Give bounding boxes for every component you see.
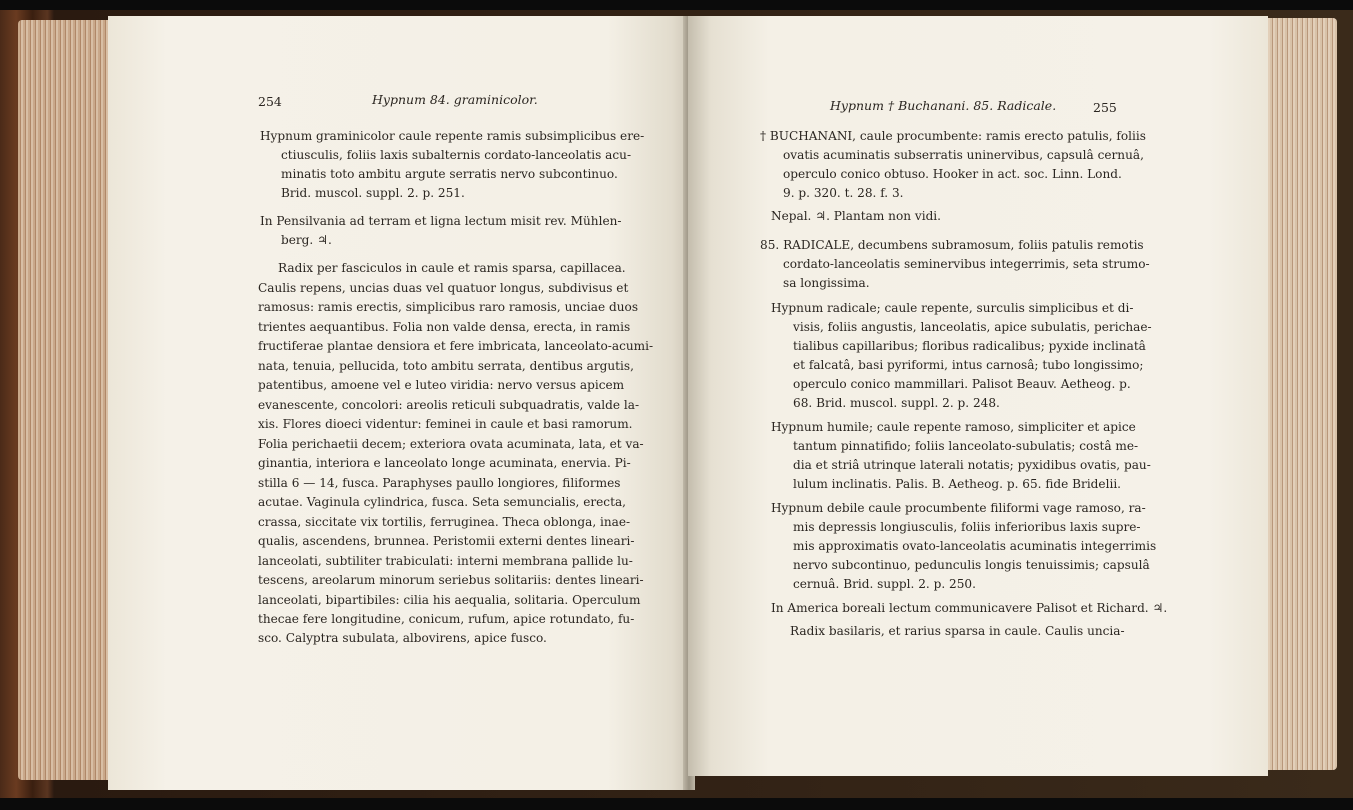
left-text-line: trientes aequantibus. Folia non valde densa, erecta, in ramis — [258, 320, 631, 334]
right-text-line: Radix basilaris, et rarius sparsa in caule. Caulis uncia- — [790, 624, 1125, 638]
right-text-line: 85. RADICALE, decumbens subramosum, foliis patulis remotis — [760, 238, 1144, 252]
left-page-edges — [18, 20, 118, 780]
left-text-line: ramosus: ramis erectis, simplicibus raro ramosis, unciae duos — [258, 300, 639, 314]
right-text-line: et falcatâ, basi pyriformi, intus carnosâ; tubo longissimo; — [793, 358, 1144, 372]
left-text-line: minatis toto ambitu argute serratis nervo subcontinuo. — [281, 167, 618, 181]
left-text-line: acutae. Vaginula cylindrica, fusca. Seta semuncialis, erecta, — [258, 495, 626, 509]
left-page-number: 254 — [258, 94, 282, 109]
left-text-line: nata, tenuia, pellucida, toto ambitu serrata, dentibus argutis, — [258, 359, 634, 373]
right-text-line: 9. p. 320. t. 28. f. 3. — [783, 186, 904, 200]
left-text-line: ginantia, interiora e lanceolato longe acuminata, enervia. Pi- — [258, 456, 631, 470]
left-running-head: Hypnum 84. graminicolor. — [372, 92, 538, 107]
right-running-head: Hypnum † Buchanani. 85. Radicale. — [830, 98, 1057, 113]
right-text-line: In America boreali lectum communicavere Palisot et Richard. ♃. — [771, 601, 1168, 615]
right-text-line: operculo conico obtuso. Hooker in act. soc. Linn. Lond. — [783, 167, 1122, 181]
left-text-line: thecae fere longitudine, conicum, rufum, apice rotundato, fu- — [258, 612, 635, 626]
right-text-line: Hypnum debile caule procumbente filiformi vage ramoso, ra- — [771, 501, 1146, 515]
left-text-line: Brid. muscol. suppl. 2. p. 251. — [281, 186, 465, 200]
right-page-number: 255 — [1093, 100, 1117, 115]
left-text-line: Folia perichaetii decem; exteriora ovata acuminata, lata, et va- — [258, 437, 644, 451]
right-text-line: dia et striâ utrinque laterali notatis; pyxidibus ovatis, pau- — [793, 458, 1151, 472]
right-text-line: nervo subcontinuo, pedunculis longis tenuissimis; capsulâ — [793, 558, 1150, 572]
left-text-line: Radix per fasciculos in caule et ramis sparsa, capillacea. — [278, 261, 626, 275]
left-text-line: sco. Calyptra subulata, albovirens, apice fusco. — [258, 631, 547, 645]
left-page — [108, 16, 695, 790]
right-page — [688, 16, 1268, 776]
right-text-line: Hypnum humile; caule repente ramoso, simpliciter et apice — [771, 420, 1136, 434]
right-text-line: mis depressis longiusculis, foliis inferioribus laxis supre- — [793, 520, 1141, 534]
left-text-line: qualis, ascendens, brunnea. Peristomii externi dentes lineari- — [258, 534, 635, 548]
right-text-line: ovatis acuminatis subserratis uninervibus, capsulâ cernuâ, — [783, 148, 1144, 162]
left-text-line: patentibus, amoene vel e luteo viridia: nervo versus apicem — [258, 378, 625, 392]
left-text-line: In Pensilvania ad terram et ligna lectum misit rev. Mühlen- — [260, 214, 622, 228]
left-text-line: crassa, siccitate vix tortilis, ferruginea. Theca oblonga, inae- — [258, 515, 631, 529]
right-text-line: Hypnum radicale; caule repente, surculis simplicibus et di- — [771, 301, 1134, 315]
right-text-line: 68. Brid. muscol. suppl. 2. p. 248. — [793, 396, 1000, 410]
right-text-line: cordato-lanceolatis seminervibus integerrimis, seta strumo- — [783, 257, 1150, 271]
left-text-line: ctiusculis, foliis laxis subalternis cordato-lanceolatis acu- — [281, 148, 632, 162]
left-text-line: xis. Flores dioeci videntur: feminei in caule et basi ramorum. — [258, 417, 633, 431]
right-text-line: Nepal. ♃. Plantam non vidi. — [771, 209, 942, 223]
right-text-line: mis approximatis ovato-lanceolatis acuminatis integerrimis — [793, 539, 1157, 553]
left-text-line: tescens, areolarum minorum seriebus solitariis: dentes lineari- — [258, 573, 644, 587]
left-text-line: fructiferae plantae densiora et fere imbricata, lanceolato-acumi- — [258, 339, 654, 353]
left-text-line: lanceolati, bipartibiles: cilia his aequalia, solitaria. Operculum — [258, 593, 641, 607]
left-text-line: stilla 6 — 14, fusca. Paraphyses paullo longiores, filiformes — [258, 476, 621, 490]
left-text-line: berg. ♃. — [281, 233, 332, 247]
left-text-line: Caulis repens, uncias duas vel quatuor longus, subdivisus et — [258, 281, 629, 295]
right-text-line: sa longissima. — [783, 276, 870, 290]
right-text-line: tantum pinnatifido; foliis lanceolato-subulatis; costâ me- — [793, 439, 1139, 453]
right-text-line: lulum inclinatis. Palis. B. Aetheog. p. 65. fide Bridelii. — [793, 477, 1122, 491]
left-text-line: evanescente, concolori: areolis reticuli subquadratis, valde la- — [258, 398, 640, 412]
left-text-line: Hypnum graminicolor caule repente ramis subsimplicibus ere- — [260, 129, 645, 143]
left-text-line: lanceolati, subtiliter trabiculati: interni membrana pallide lu- — [258, 554, 633, 568]
right-text-line: operculo conico mammillari. Palisot Beauv. Aetheog. p. — [793, 377, 1131, 391]
right-text-line: tialibus capillaribus; floribus radicalibus; pyxide inclinatâ — [793, 339, 1146, 353]
right-text-line: † BUCHANANI, caule procumbente: ramis erecto patulis, foliis — [760, 129, 1146, 143]
right-text-line: cernuâ. Brid. suppl. 2. p. 250. — [793, 577, 976, 591]
right-text-line: visis, foliis angustis, lanceolatis, apice subulatis, perichae- — [793, 320, 1152, 334]
